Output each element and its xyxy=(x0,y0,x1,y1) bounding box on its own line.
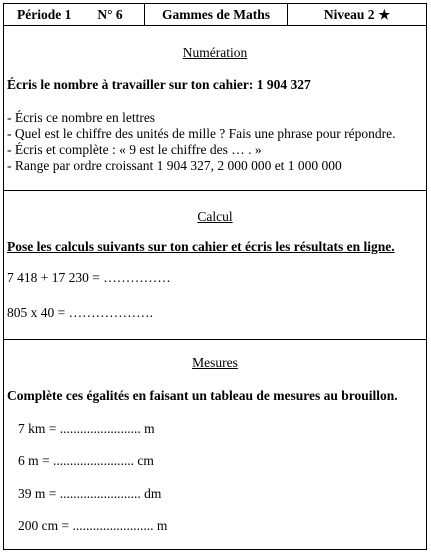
mesures-item: 200 cm = ........................ m xyxy=(18,518,168,533)
numeration-item: - Quel est le chiffre des unités de mille ? Fais une phrase pour répondre. xyxy=(7,126,396,141)
worksheet-title: Gammes de Maths xyxy=(162,6,270,22)
header-niveau-cell xyxy=(288,4,426,25)
numeration-item: - Écris ce nombre en lettres xyxy=(7,110,156,125)
worksheet xyxy=(3,3,427,550)
calcul-section xyxy=(4,191,426,340)
mesures-instruction: Complète ces égalités en faisant un tableau de mesures au brouillon. xyxy=(7,388,398,403)
mesures-title: Mesures xyxy=(192,355,238,370)
calcul-title: Calcul xyxy=(197,209,233,224)
header-row xyxy=(4,4,426,26)
mesures-section xyxy=(4,340,426,549)
calcul-item: 805 x 40 = ………………. xyxy=(7,305,153,320)
mesures-item: 39 m = ........................ dm xyxy=(18,486,162,501)
numeration-item: - Écris et complète : « 9 est le chiffre des … . » xyxy=(7,142,262,157)
mesures-item: 7 km = ........................ m xyxy=(18,421,155,436)
numero-label: N° 6 xyxy=(97,6,123,22)
numeration-instruction: Écris le nombre à travailler sur ton cahier: 1 904 327 xyxy=(7,77,311,92)
star-icon: ★ xyxy=(378,6,391,22)
periode-label: Période 1 xyxy=(17,6,72,22)
numeration-title: Numération xyxy=(182,45,248,60)
niveau-label: Niveau 2 xyxy=(323,6,375,22)
numeration-item: - Range par ordre croissant 1 904 327, 2 000 000 et 1 000 000 xyxy=(7,158,342,173)
calcul-item: 7 418 + 17 230 = …………… xyxy=(7,270,171,285)
header-title-cell xyxy=(145,4,288,25)
calcul-instruction: Pose les calculs suivants sur ton cahier et écris les résultats en ligne. xyxy=(7,239,395,254)
numeration-section xyxy=(4,25,426,191)
header-periode-cell xyxy=(4,4,145,25)
mesures-item: 6 m = ........................ cm xyxy=(18,453,154,468)
